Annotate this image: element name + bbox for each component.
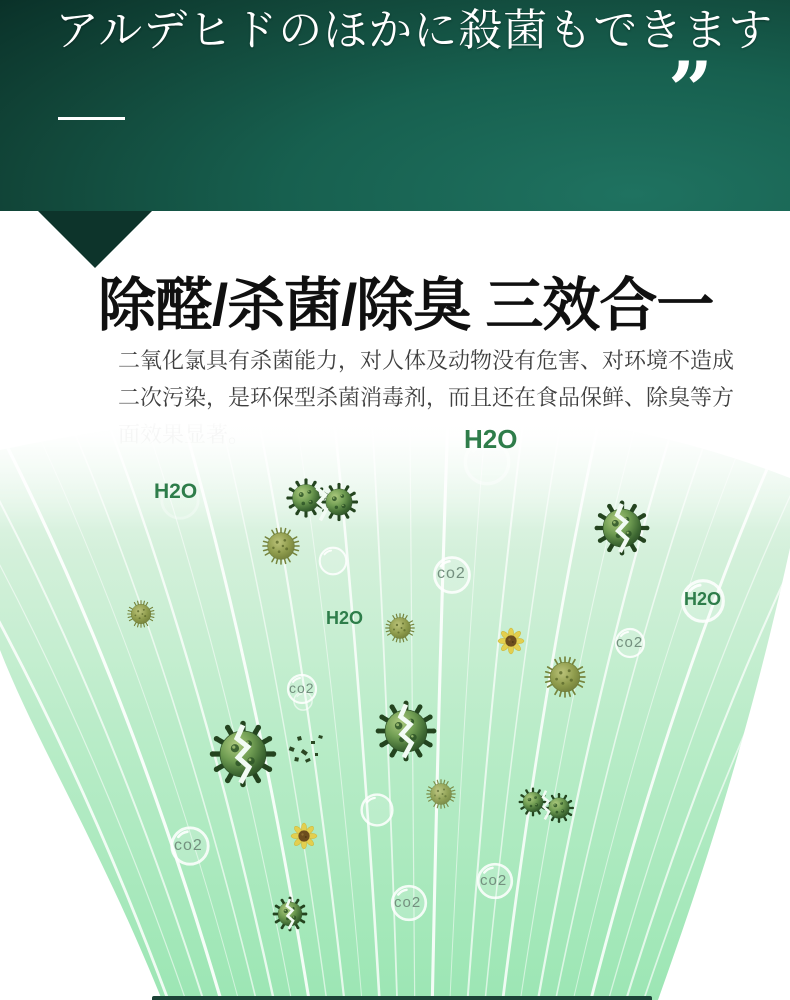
fan-top-fade bbox=[0, 420, 790, 530]
paragraph-line: 二氧化氯具有杀菌能力，对人体及动物没有危害、对环境不造成 bbox=[118, 348, 735, 373]
co2-label: co2 bbox=[174, 837, 203, 854]
h2o-label: H2O bbox=[684, 589, 722, 609]
section-headline: 除醛/杀菌/除臭 三效合一 bbox=[98, 273, 714, 338]
co2-label: co2 bbox=[289, 680, 315, 696]
closing-quote-mark: ” bbox=[668, 45, 713, 136]
co2-label: co2 bbox=[394, 894, 422, 911]
banner-title-japanese: アルデヒドのほかに殺菌もできます bbox=[55, 6, 774, 55]
h2o-label: H2O bbox=[326, 608, 364, 628]
pollen-flower-icon bbox=[291, 823, 317, 849]
next-section-edge bbox=[152, 996, 652, 1000]
bubble-icon bbox=[362, 795, 393, 826]
pollen-flower-icon bbox=[498, 628, 524, 654]
h2o-label: H2O bbox=[464, 424, 518, 454]
paragraph-line: 二次污染，是环保型杀菌消毒剂，而且还在食品保鲜、除臭等方 bbox=[118, 385, 735, 410]
co2-label: co2 bbox=[480, 872, 508, 889]
h2o-label: H2O bbox=[154, 480, 198, 503]
spray-fan-illustration bbox=[0, 420, 790, 1000]
co2-label: co2 bbox=[437, 565, 466, 582]
spray-fan-svg bbox=[0, 420, 790, 1000]
bubble-icon bbox=[320, 548, 347, 575]
co2-label: co2 bbox=[616, 634, 644, 651]
top-banner bbox=[0, 0, 790, 211]
banner-dash-line bbox=[58, 117, 125, 120]
